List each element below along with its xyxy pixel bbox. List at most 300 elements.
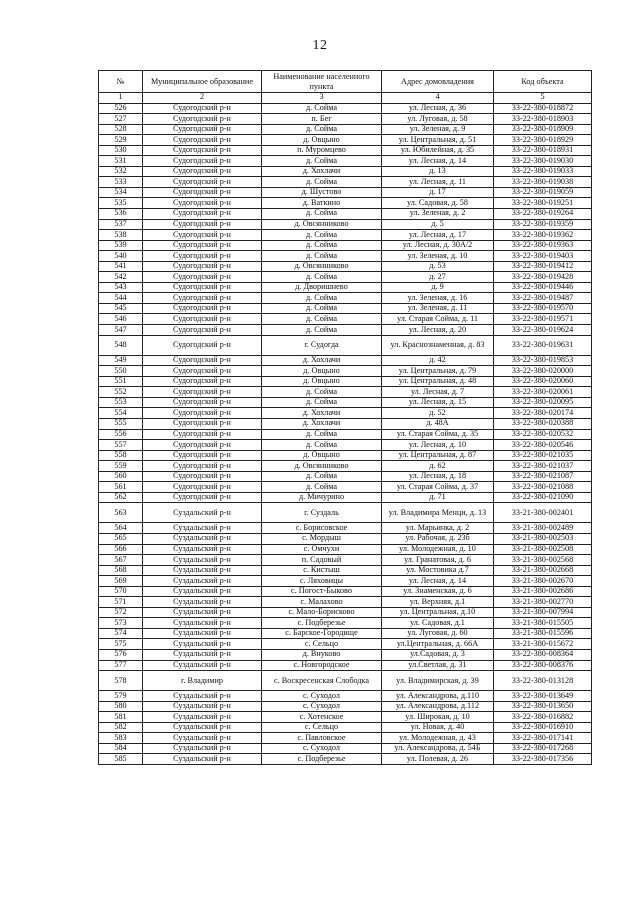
table-row [99,114,592,125]
address-cell: ул. Лесная, д. 11 [382,177,494,188]
object-code-cell: 33-22-380-019033 [494,166,592,177]
settlement-cell: д. Сойма [262,303,382,314]
object-code-cell: 33-22-380-020095 [494,397,592,408]
table-row [99,607,592,618]
object-code-cell: 33-22-380-018929 [494,135,592,146]
settlement-cell: с. Омчухи [262,544,382,555]
object-code-cell: 33-22-380-019487 [494,293,592,304]
object-code-cell: 33-22-380-017141 [494,733,592,744]
row-number: 541 [99,261,143,272]
settlement-cell: с. Подберезье [262,618,382,629]
row-number: 543 [99,282,143,293]
row-number: 531 [99,156,143,167]
header-address: Адрес домовладения [382,71,494,93]
address-cell: ул. Луговая, д. 58 [382,114,494,125]
row-number: 534 [99,187,143,198]
municipality-cell: Суздальский р-н [143,754,262,765]
address-cell: ул. Садовая, д. 58 [382,198,494,209]
address-cell: ул. Александрова, д.110 [382,691,494,702]
row-number: 529 [99,135,143,146]
row-number: 535 [99,198,143,209]
row-number: 547 [99,325,143,336]
municipality-cell: Суздальский р-н [143,639,262,650]
row-number: 584 [99,743,143,754]
object-code-cell: 33-22-380-016882 [494,712,592,723]
header-object-code: Код объекта [494,71,592,93]
address-cell: ул. Юбилейная, д. 35 [382,145,494,156]
municipality-cell: Судогодский р-н [143,114,262,125]
row-number: 540 [99,251,143,262]
object-code-cell: 33-21-380-007994 [494,607,592,618]
table-row [99,628,592,639]
municipality-cell: Судогодский р-н [143,366,262,377]
object-code-cell: 33-22-380-020174 [494,408,592,419]
address-cell: ул. Владимирская, д. 39 [382,671,494,691]
object-code-cell: 33-22-380-017268 [494,743,592,754]
table-row [99,103,592,114]
header-municipality: Муниципальное образование [143,71,262,93]
settlement-cell: п. Муромцево [262,145,382,156]
municipality-cell: Суздальский р-н [143,565,262,576]
row-number: 573 [99,618,143,629]
settlement-cell: д. Сойма [262,471,382,482]
column-number-row [99,93,592,104]
settlement-cell: д. Сойма [262,314,382,325]
municipality-cell: Суздальский р-н [143,701,262,712]
municipality-cell: Судогодский р-н [143,418,262,429]
object-code-cell: 33-22-380-008364 [494,649,592,660]
table-row [99,325,592,336]
table-row [99,440,592,451]
municipality-cell: Суздальский р-н [143,607,262,618]
address-cell: ул. Центральная, д. 51 [382,135,494,146]
settlement-cell: д. Мичурино [262,492,382,503]
municipality-cell: Суздальский р-н [143,618,262,629]
settlement-cell: д. Сойма [262,209,382,220]
settlement-cell: д. Сойма [262,387,382,398]
table-row [99,544,592,555]
table-row [99,649,592,660]
settlement-cell: с. Барское-Городище [262,628,382,639]
address-cell: ул. Молодежная, д. 43 [382,733,494,744]
address-cell: ул. Центральная, д. 87 [382,450,494,461]
row-number: 582 [99,722,143,733]
settlement-cell: д. Сойма [262,272,382,283]
municipality-cell: Судогодский р-н [143,376,262,387]
municipality-cell: Судогодский р-н [143,251,262,262]
address-cell: ул. Зеленая, д. 16 [382,293,494,304]
object-code-cell: 33-22-380-019038 [494,177,592,188]
table-row [99,722,592,733]
address-cell: д. 52 [382,408,494,419]
address-cell: ул. Центральная, д.10 [382,607,494,618]
table-row [99,450,592,461]
address-cell: ул. Зеленая, д. 2 [382,209,494,220]
address-cell: ул. Гранатовая, д. 6 [382,555,494,566]
settlement-cell: д. Сойма [262,482,382,493]
table-row [99,314,592,325]
table-row [99,461,592,472]
table-row [99,397,592,408]
table-row [99,492,592,503]
object-code-cell: 33-22-380-020388 [494,418,592,429]
municipality-cell: Судогодский р-н [143,450,262,461]
header-settlement: Наименование населенного пункта [262,71,382,93]
municipality-cell: Судогодский р-н [143,230,262,241]
row-number: 569 [99,576,143,587]
row-number: 550 [99,366,143,377]
object-code-cell: 33-22-380-019030 [494,156,592,167]
row-number: 568 [99,565,143,576]
municipality-cell: Судогодский р-н [143,135,262,146]
address-cell: ул. Молодежная, д. 10 [382,544,494,555]
settlement-cell: д. Сойма [262,177,382,188]
address-cell: д. 9 [382,282,494,293]
address-cell: д. 53 [382,261,494,272]
municipality-cell: Судогодский р-н [143,461,262,472]
table-row [99,523,592,534]
address-cell: ул. Зеленая, д. 10 [382,251,494,262]
object-code-cell: 33-21-380-002668 [494,565,592,576]
settlement-cell: д. Сойма [262,103,382,114]
table-row [99,124,592,135]
settlement-cell: д. Сойма [262,240,382,251]
row-number: 558 [99,450,143,461]
row-number: 537 [99,219,143,230]
object-code-cell: 33-22-380-019363 [494,240,592,251]
municipality-cell: Суздальский р-н [143,544,262,555]
settlement-cell: д. Хохлачи [262,418,382,429]
municipality-cell: Суздальский р-н [143,628,262,639]
table-row [99,251,592,262]
settlement-cell: д. Сойма [262,251,382,262]
row-number: 575 [99,639,143,650]
settlement-cell: с. Кистыш [262,565,382,576]
object-code-cell: 33-22-380-018903 [494,114,592,125]
settlement-cell: д. Овсянниково [262,461,382,472]
address-cell: ул.Светлая, д. 31 [382,660,494,671]
object-code-cell: 33-21-380-015672 [494,639,592,650]
row-number: 566 [99,544,143,555]
address-cell: ул. Зеленая, д. 9 [382,124,494,135]
settlement-cell: д. Овцыно [262,135,382,146]
table-row [99,156,592,167]
object-code-cell: 33-22-380-019428 [494,272,592,283]
row-number: 580 [99,701,143,712]
object-code-cell: 33-22-380-021088 [494,482,592,493]
column-number: 1 [99,93,143,104]
object-code-cell: 33-22-380-013649 [494,691,592,702]
municipality-cell: Суздальский р-н [143,712,262,723]
table-row [99,660,592,671]
object-code-cell: 33-22-380-019853 [494,355,592,366]
object-code-cell: 33-22-380-013650 [494,701,592,712]
table-row [99,230,592,241]
object-code-cell: 33-22-380-018909 [494,124,592,135]
row-number: 557 [99,440,143,451]
object-code-cell: 33-22-380-019446 [494,282,592,293]
object-code-cell: 33-22-380-019359 [494,219,592,230]
settlement-cell: п. Садовый [262,555,382,566]
table-row [99,671,592,691]
object-code-cell: 33-22-380-019403 [494,251,592,262]
municipality-cell: Судогодский р-н [143,219,262,230]
address-cell: ул. Центральная, д. 48 [382,376,494,387]
address-cell: ул. Зеленая, д. 11 [382,303,494,314]
settlement-cell: д. Сойма [262,124,382,135]
settlement-cell: д. Сойма [262,325,382,336]
row-number: 567 [99,555,143,566]
municipality-cell: Суздальский р-н [143,691,262,702]
settlement-cell: с. Борисовское [262,523,382,534]
row-number: 538 [99,230,143,241]
object-code-cell: 33-22-380-020546 [494,440,592,451]
row-number: 527 [99,114,143,125]
municipality-cell: Суздальский р-н [143,533,262,544]
municipality-cell: Судогодский р-н [143,335,262,355]
object-code-cell: 33-21-380-002770 [494,597,592,608]
settlement-cell: д. Овцыно [262,376,382,387]
municipality-cell: Судогодский р-н [143,166,262,177]
row-number: 533 [99,177,143,188]
settlement-cell: д. Сойма [262,440,382,451]
settlement-cell: г. Суздаль [262,503,382,523]
municipality-cell: Судогодский р-н [143,293,262,304]
settlement-cell: д. Овцыно [262,450,382,461]
row-number: 571 [99,597,143,608]
table-row [99,712,592,723]
table-row [99,366,592,377]
address-cell: ул. Лесная, д. 20 [382,325,494,336]
table-row [99,219,592,230]
settlement-cell: д. Внуково [262,649,382,660]
object-code-cell: 33-22-380-018872 [494,103,592,114]
municipality-cell: Судогодский р-н [143,240,262,251]
table-row [99,145,592,156]
row-number: 544 [99,293,143,304]
table-row [99,198,592,209]
settlement-cell: с. Воскресенская Слободка [262,671,382,691]
table-row [99,733,592,744]
settlement-cell: д. Ваткино [262,198,382,209]
address-cell: ул. Старая Сойма, д. 37 [382,482,494,493]
table-row [99,482,592,493]
object-code-cell: 33-22-380-019624 [494,325,592,336]
object-code-cell: 33-22-380-021090 [494,492,592,503]
municipality-cell: Суздальский р-н [143,555,262,566]
row-number: 545 [99,303,143,314]
object-code-cell: 33-22-380-020000 [494,366,592,377]
municipality-cell: Суздальский р-н [143,722,262,733]
settlement-cell: п. Бег [262,114,382,125]
table-row [99,272,592,283]
row-number: 548 [99,335,143,355]
municipality-cell: Судогодский р-н [143,325,262,336]
address-cell: ул. Широкая, д. 10 [382,712,494,723]
address-cell: ул. Александрова, д. 54Б [382,743,494,754]
object-code-cell: 33-21-380-002568 [494,555,592,566]
object-code-cell: 33-22-380-017356 [494,754,592,765]
row-number: 565 [99,533,143,544]
table-row [99,355,592,366]
column-number: 3 [262,93,382,104]
settlement-cell: д. Дворишнево [262,282,382,293]
row-number: 564 [99,523,143,534]
address-cell: ул. Центральная, д. 79 [382,366,494,377]
table-row [99,429,592,440]
settlement-cell: д. Сойма [262,293,382,304]
address-cell: ул. Марьинка, д. 2 [382,523,494,534]
municipality-cell: Судогодский р-н [143,145,262,156]
row-number: 572 [99,607,143,618]
municipality-cell: Суздальский р-н [143,597,262,608]
municipality-cell: Судогодский р-н [143,303,262,314]
address-cell: ул. Лесная, д. 36 [382,103,494,114]
settlement-cell: д. Сойма [262,156,382,167]
row-number: 574 [99,628,143,639]
row-number: 561 [99,482,143,493]
row-number: 585 [99,754,143,765]
settlement-cell: д. Шустово [262,187,382,198]
row-number: 563 [99,503,143,523]
table-row [99,303,592,314]
address-cell: д. 71 [382,492,494,503]
object-code-cell: 33-21-380-015505 [494,618,592,629]
row-number: 559 [99,461,143,472]
municipality-cell: г. Владимир [143,671,262,691]
settlement-cell: д. Хохлачи [262,408,382,419]
row-number: 554 [99,408,143,419]
settlement-cell: с. Подберезье [262,754,382,765]
object-code-cell: 33-21-380-002489 [494,523,592,534]
address-cell: ул. Лесная, д. 14 [382,576,494,587]
row-number: 560 [99,471,143,482]
settlement-cell: с. Павловское [262,733,382,744]
row-number: 556 [99,429,143,440]
address-cell: ул. Садовая, д.1 [382,618,494,629]
object-code-cell: 33-22-380-020061 [494,387,592,398]
settlement-cell: с. Сельцо [262,639,382,650]
object-code-cell: 33-22-380-019251 [494,198,592,209]
row-number: 530 [99,145,143,156]
settlement-cell: г. Судогда [262,335,382,355]
address-cell: ул. Лесная, д. 15 [382,397,494,408]
settlement-cell: с. Суходол [262,691,382,702]
address-cell: ул. Старая Сойма, д. 11 [382,314,494,325]
row-number: 555 [99,418,143,429]
settlement-cell: д. Овцыно [262,366,382,377]
object-code-cell: 33-22-380-019264 [494,209,592,220]
settlement-cell: д. Овсянниково [262,261,382,272]
municipality-cell: Суздальский р-н [143,523,262,534]
column-number: 4 [382,93,494,104]
municipality-cell: Судогодский р-н [143,198,262,209]
address-cell: ул. Знаменская, д. 6 [382,586,494,597]
address-cell: ул. Луговая, д. 60 [382,628,494,639]
municipality-cell: Судогодский р-н [143,440,262,451]
settlement-cell: с. Новгородское [262,660,382,671]
settlement-cell: д. Сойма [262,397,382,408]
municipality-cell: Суздальский р-н [143,660,262,671]
table-row [99,471,592,482]
object-code-cell: 33-22-380-018931 [494,145,592,156]
table-row [99,240,592,251]
address-cell: д. 48А [382,418,494,429]
object-code-cell: 33-22-380-021035 [494,450,592,461]
column-number: 5 [494,93,592,104]
address-cell: ул. Владимира Менци, д. 13 [382,503,494,523]
address-cell: ул. Рабочая, д. 23б [382,533,494,544]
table-row [99,701,592,712]
municipality-cell: Судогодский р-н [143,471,262,482]
municipality-cell: Судогодский р-н [143,429,262,440]
object-code-cell: 33-22-380-019412 [494,261,592,272]
table-row [99,754,592,765]
address-cell: д. 5 [382,219,494,230]
municipality-cell: Судогодский р-н [143,103,262,114]
object-code-cell: 33-21-380-002686 [494,586,592,597]
table-row [99,376,592,387]
row-number: 549 [99,355,143,366]
address-cell: д. 27 [382,272,494,283]
address-cell: ул. Александрова, д.112 [382,701,494,712]
address-cell: д. 13 [382,166,494,177]
settlement-cell: с. Сельцо [262,722,382,733]
row-number: 579 [99,691,143,702]
settlement-cell: д. Овсянниково [262,219,382,230]
object-code-cell: 33-22-380-021087 [494,471,592,482]
address-cell: ул. Старая Сойма, д. 35 [382,429,494,440]
settlement-cell: д. Хохлачи [262,355,382,366]
address-cell: ул.Центральная, д. 66А [382,639,494,650]
table-row [99,555,592,566]
address-cell: ул. Лесная, д. 10 [382,440,494,451]
object-code-cell: 33-22-380-019631 [494,335,592,355]
settlement-cell: с. Ляховицы [262,576,382,587]
object-code-cell: 33-22-380-013128 [494,671,592,691]
table-row [99,503,592,523]
object-code-cell: 33-22-380-016910 [494,722,592,733]
municipality-cell: Суздальский р-н [143,586,262,597]
page-number: 12 [312,38,328,53]
municipality-cell: Судогодский р-н [143,408,262,419]
row-number: 578 [99,671,143,691]
settlement-cell: с. Суходол [262,701,382,712]
table-row [99,166,592,177]
table-row [99,387,592,398]
row-number: 577 [99,660,143,671]
municipality-cell: Судогодский р-н [143,282,262,293]
column-number: 2 [143,93,262,104]
municipality-cell: Судогодский р-н [143,156,262,167]
row-number: 528 [99,124,143,135]
object-code-cell: 33-21-380-015596 [494,628,592,639]
row-number: 532 [99,166,143,177]
row-number: 542 [99,272,143,283]
object-code-cell: 33-21-380-002670 [494,576,592,587]
row-number: 546 [99,314,143,325]
table-row [99,187,592,198]
settlement-cell: д. Сойма [262,230,382,241]
object-code-cell: 33-21-380-002508 [494,544,592,555]
settlement-cell: д. Сойма [262,429,382,440]
row-number: 536 [99,209,143,220]
row-number: 551 [99,376,143,387]
municipality-cell: Судогодский р-н [143,314,262,325]
table-row [99,135,592,146]
table-row [99,565,592,576]
object-code-cell: 33-22-380-019571 [494,314,592,325]
